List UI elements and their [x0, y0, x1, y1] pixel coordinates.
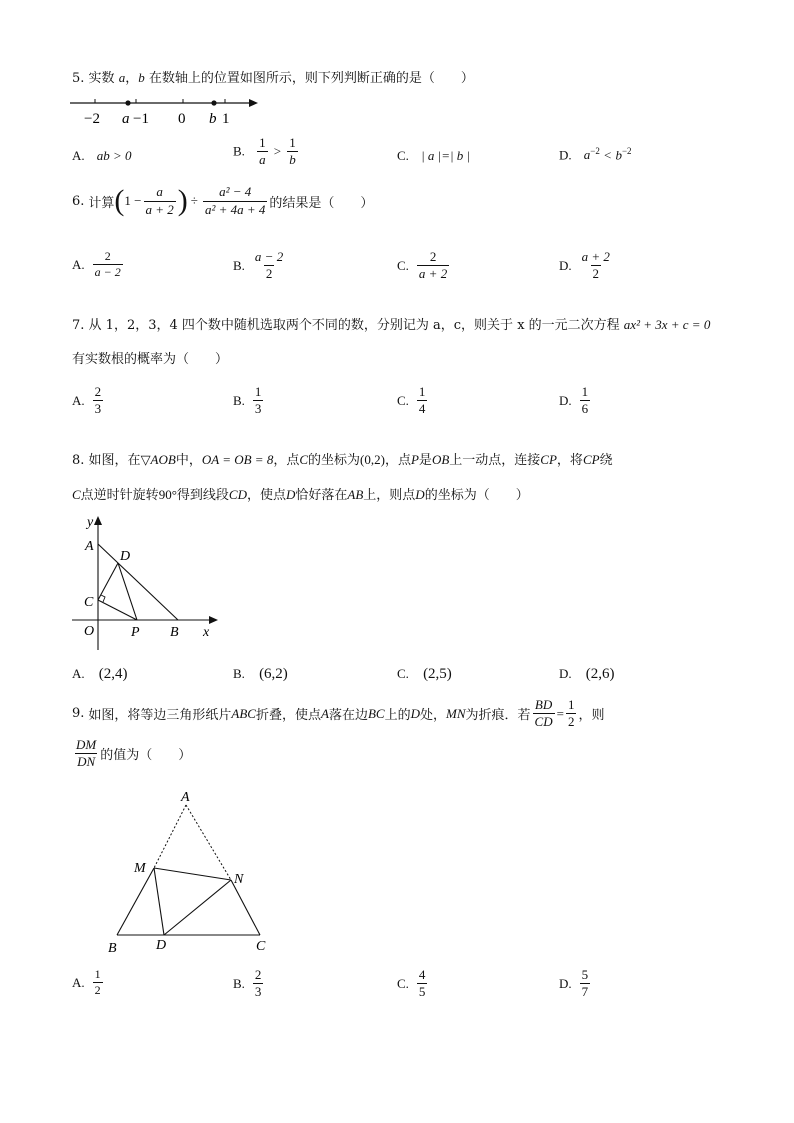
q5-option-c-label: C. — [397, 148, 409, 163]
q8-eq: OA = OB = 8 — [201, 452, 274, 467]
q8-text: ，点 — [273, 453, 300, 468]
q8-option-d[interactable] — [559, 666, 615, 683]
q8-text: 绕 — [599, 453, 613, 468]
fig8-D: D — [120, 549, 131, 564]
q8-text: 中， — [175, 453, 202, 468]
q6-frac2: $\frac{\text{a² − 4}}{\text{a² + 4a + 4}}$ — [204, 184, 266, 217]
q8-coord: (0,2) — [360, 452, 385, 467]
q6-option-b-frac: $\frac{a - 2}{2}$ — [254, 249, 284, 282]
q6-div: ÷ — [190, 193, 198, 208]
fig8-A: A — [85, 539, 94, 554]
q7-option-b-frac: $\frac{1}{3}$ — [254, 384, 262, 417]
q8-text: 上，则点 — [363, 488, 416, 503]
fig9-N: N — [234, 872, 244, 887]
q7-option-b-label: B. — [233, 392, 245, 408]
q5-option-a-label: A. — [72, 148, 85, 163]
q9-seg: MN — [446, 705, 466, 721]
q9-option-a[interactable] — [72, 968, 105, 997]
fig8-O: O — [84, 624, 95, 639]
q8-stem-line2 — [72, 484, 529, 503]
q7-stem-line2 — [72, 348, 228, 367]
q9-eq: = — [556, 705, 564, 721]
q9-text: ，则 — [578, 708, 605, 724]
q8-text: 的坐标为 — [308, 453, 361, 468]
q5-option-b-frac1: $\frac{1}{a}$ — [259, 135, 266, 168]
q9-ratio-frac: $\frac{BD}{CD}$ — [534, 697, 553, 730]
q5-option-d-exp2: −2 — [621, 146, 632, 156]
fig8-B: B — [170, 625, 179, 640]
q8-figure — [70, 510, 230, 655]
q9-question-frac: $\frac{DM}{DN}$ — [76, 737, 97, 770]
q9-option-b[interactable] — [233, 968, 265, 1000]
q9-number: 9. — [72, 706, 85, 722]
q6-option-c[interactable] — [397, 250, 451, 282]
label-1: 1 — [222, 111, 230, 127]
q6-option-d[interactable] — [559, 250, 614, 282]
q8-text: 点逆时针旋转 — [80, 488, 159, 503]
q6-number: 6. — [72, 193, 85, 209]
q7-option-c-frac: $\frac{1}{4}$ — [418, 384, 426, 417]
q8-seg: AB — [347, 487, 364, 502]
q8-text: 恰好落在 — [295, 488, 348, 503]
q9-option-b-frac: $\frac{2}{3}$ — [254, 967, 262, 1000]
q8-triangle: ▽AOB — [140, 452, 176, 467]
q8-number: 8. — [72, 453, 85, 468]
label-0: 0 — [178, 111, 186, 127]
q5-number-line — [66, 90, 266, 128]
q6-option-c-label: C. — [397, 257, 409, 273]
q5-option-d-lt: < — [604, 147, 612, 163]
q8-option-c-val: (2,5) — [423, 666, 452, 682]
q7-option-c-label: C. — [397, 392, 409, 408]
q5-option-b-label: B. — [233, 143, 245, 159]
q6-text: 计算 — [88, 195, 115, 211]
q9-seg: BC — [367, 705, 385, 721]
q8-option-b[interactable] — [233, 666, 288, 683]
q9-option-b-label: B. — [233, 975, 245, 991]
q7-option-d-label: D. — [559, 392, 572, 408]
label-b: b — [209, 111, 217, 127]
q9-text: 的值为（ ） — [100, 748, 192, 764]
q9-point: A — [321, 705, 329, 721]
q5-option-a-expr: ab > 0 — [96, 148, 132, 163]
q7-option-a-label: A. — [72, 392, 85, 408]
q5-option-d-a: a — [583, 147, 591, 163]
q8-option-b-val: (6,2) — [259, 666, 288, 682]
q9-text: 折叠，使点 — [255, 708, 321, 724]
q6-stem — [72, 184, 373, 218]
q6-option-b[interactable] — [233, 250, 287, 282]
q9-triangle: ABC — [231, 705, 256, 721]
q5-option-d-label: D. — [559, 147, 572, 163]
point-b-dot — [211, 100, 216, 105]
q6-inner-frac: $\frac{a}{a + 2}$ — [145, 184, 174, 217]
q7-option-d-frac: $\frac{1}{6}$ — [581, 384, 589, 417]
q8-seg: CD — [228, 487, 247, 502]
q9-option-d-label: D. — [559, 975, 572, 991]
q8-option-d-val: (2,6) — [585, 666, 615, 682]
q8-text: 上一动点，连接 — [449, 453, 541, 468]
q7-option-a-frac: $\frac{2}{3}$ — [94, 384, 102, 417]
q9-option-a-label: A. — [72, 974, 85, 990]
q6-close-paren: ) — [177, 184, 188, 217]
point-a-dot — [125, 100, 130, 105]
q7-option-c[interactable] — [397, 385, 429, 417]
q9-option-c-label: C. — [397, 975, 409, 991]
q9-text: 处， — [420, 708, 447, 724]
q8-text: ，使点 — [246, 488, 286, 503]
fig8-P: P — [131, 625, 140, 640]
q7-option-d[interactable] — [559, 385, 592, 417]
q9-option-a-frac: $\frac{1}{2}$ — [94, 967, 101, 998]
q6-option-b-label: B. — [233, 257, 245, 273]
q9-text: 为折痕．若 — [465, 708, 531, 724]
q8-point: D — [415, 487, 425, 502]
q9-stem-line1 — [72, 698, 604, 730]
fig8-x: x — [203, 625, 210, 640]
q6-option-d-label: D. — [559, 257, 572, 273]
q8-seg: CP — [582, 452, 600, 467]
q8-text: ，点 — [384, 453, 411, 468]
q8-option-c-label: C. — [397, 666, 409, 681]
q6-tail: 的结果是（ ） — [269, 195, 374, 211]
q9-option-d-frac: $\frac{5}{7}$ — [581, 967, 589, 1000]
q7-option-a[interactable] — [72, 385, 105, 417]
q8-seg: OB — [431, 452, 450, 467]
q9-half-frac: $\frac{1}{2}$ — [567, 697, 575, 730]
q8-text: 得到线段 — [176, 488, 229, 503]
q8-angle: 90° — [158, 487, 177, 502]
fig8-C: C — [84, 595, 94, 610]
q8-seg: CP — [540, 452, 557, 467]
q8-point: C — [72, 487, 81, 502]
q5-comma: ， — [125, 71, 139, 86]
q8-option-d-label: D. — [559, 666, 572, 681]
q8-stem-line1 — [72, 449, 613, 468]
q5-option-d[interactable] — [559, 146, 632, 163]
q7-stem-line1 — [72, 314, 710, 333]
q8-text: ，将 — [556, 453, 583, 468]
label-a: a — [122, 111, 130, 127]
q5-option-b-frac2: $\frac{1}{b}$ — [289, 135, 296, 168]
q6-option-a-frac: $\frac{2}{a - 2}$ — [94, 249, 121, 280]
q8-point: C — [299, 452, 309, 467]
q5-var-b: b — [138, 70, 145, 85]
q9-option-d[interactable] — [559, 968, 592, 1000]
q6-open-paren: ( — [114, 184, 125, 217]
q5-option-a[interactable] — [72, 148, 132, 164]
q9-option-c[interactable] — [397, 968, 429, 1000]
q5-var-a: a — [118, 70, 126, 85]
q5-text: 实数 — [88, 71, 115, 86]
q9-text: 落在边 — [328, 708, 368, 724]
label-neg1: −1 — [133, 111, 149, 127]
q8-text: 的坐标为（ ） — [424, 488, 529, 503]
q7-equation: ax² + 3x + c = 0 — [623, 317, 711, 332]
q5-option-b-gt: > — [273, 143, 282, 159]
q9-stem-line2 — [72, 738, 191, 770]
q8-text: 是 — [418, 453, 432, 468]
q9-option-c-frac: $\frac{4}{5}$ — [418, 967, 426, 1000]
q8-text: 如图，在 — [88, 453, 141, 468]
fig9-A: A — [181, 790, 190, 805]
q5-stem — [72, 67, 474, 86]
fig8-y: y — [87, 515, 94, 530]
q9-text: 如图，将等边三角形纸片 — [88, 708, 232, 724]
q9-text: 上的 — [384, 708, 411, 724]
q8-point: P — [410, 452, 419, 467]
q9-figure — [100, 785, 285, 960]
q8-option-a-val: (2,4) — [98, 666, 128, 682]
q5-option-c[interactable] — [397, 148, 470, 164]
q6-option-a-label: A. — [72, 256, 85, 272]
q6-option-c-frac: $\frac{2}{a + 2}$ — [418, 249, 448, 282]
q5-option-d-b: b — [615, 147, 622, 163]
q8-option-a[interactable] — [72, 666, 128, 683]
q5-text2: 在数轴上的位置如图所示，则下列判断正确的是（ ） — [148, 71, 474, 86]
q7-number: 7. — [72, 318, 85, 333]
q7-line1: 从 1，2，3，4 四个数中随机选取两个不同的数，分别记为 a，c，则关于 x 的一元二次方程 — [88, 318, 620, 333]
q5-option-b[interactable] — [233, 136, 300, 168]
fig9-B: B — [108, 941, 117, 956]
q7-line2: 有实数根的概率为（ ） — [72, 352, 229, 367]
q5-option-c-expr: | a |=| b | — [421, 148, 471, 163]
q6-option-a[interactable] — [72, 250, 125, 279]
q9-point: D — [410, 705, 420, 721]
label-neg2: −2 — [84, 111, 100, 127]
q7-option-b[interactable] — [233, 385, 265, 417]
q8-option-c[interactable] — [397, 666, 452, 683]
q6-one-minus: 1 − — [124, 193, 142, 208]
fig9-M: M — [134, 861, 146, 876]
q5-number: 5. — [72, 71, 85, 86]
q6-option-d-frac: $\frac{a + 2}{2}$ — [581, 249, 610, 282]
q8-point: D — [285, 487, 296, 502]
q5-option-d-exp1: −2 — [590, 146, 600, 156]
q8-option-b-label: B. — [233, 666, 245, 681]
q8-option-a-label: A. — [72, 666, 85, 681]
fig9-C: C — [256, 939, 266, 954]
fig9-D: D — [156, 938, 167, 953]
